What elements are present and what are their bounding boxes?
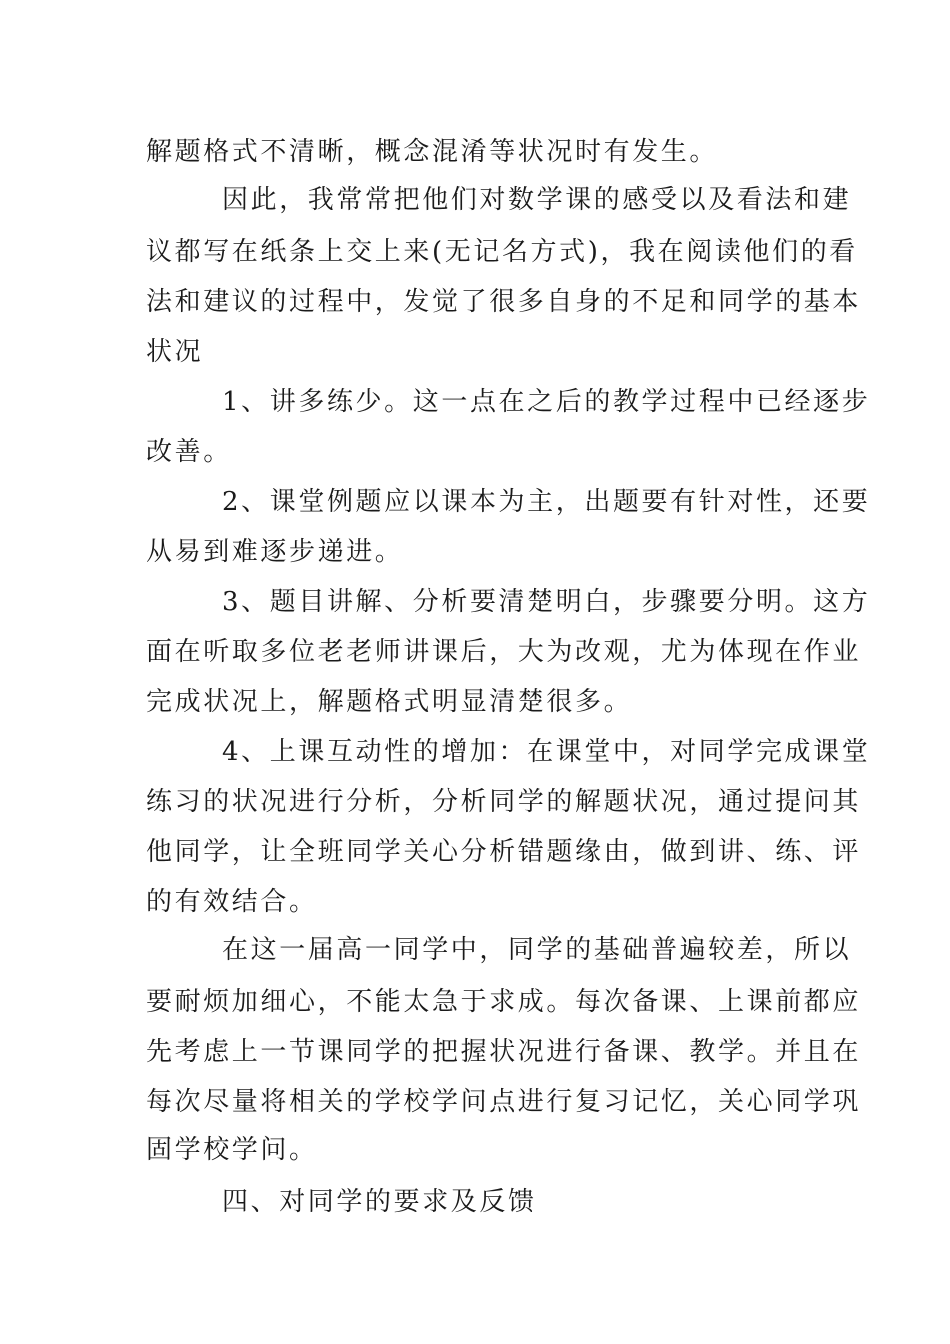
- text-line: 在这一届高一同学中，同学的基础普遍较差，所以: [222, 935, 852, 965]
- text-line: 法和建议的过程中，发觉了很多自身的不足和同学的基本: [146, 287, 862, 317]
- text-line: 从易到难逐步递进。: [146, 537, 404, 567]
- text-line: 要耐烦加细心，不能太急于求成。每次备课、上课前都应: [146, 987, 862, 1017]
- text-line: 固学校学问。: [146, 1135, 318, 1165]
- text-line: 每次尽量将相关的学校学问点进行复习记忆，关心同学巩: [146, 1087, 862, 1117]
- text-line: 改善。: [146, 437, 232, 467]
- text-line: 解题格式不清晰，概念混淆等状况时有发生。: [146, 137, 719, 167]
- text-line: 完成状况上，解题格式明显清楚很多。: [146, 687, 633, 717]
- text-line: 练习的状况进行分析，分析同学的解题状况，通过提问其: [146, 787, 862, 817]
- text-line: 他同学，让全班同学关心分析错题缘由，做到讲、练、评: [146, 837, 862, 867]
- text-line: 2、课堂例题应以课本为主，出题要有针对性，还要: [222, 487, 871, 517]
- text-line: 1、讲多练少。这一点在之后的教学过程中已经逐步: [222, 387, 871, 417]
- text-line: 先考虑上一节课同学的把握状况进行备课、教学。并且在: [146, 1037, 862, 1067]
- text-line: 的有效结合。: [146, 887, 318, 917]
- section-heading: 四、对同学的要求及反馈: [222, 1187, 537, 1217]
- text-line: 3、题目讲解、分析要清楚明白，步骤要分明。这方: [222, 587, 871, 617]
- text-line: 议都写在纸条上交上来(无记名方式)，我在阅读他们的看: [146, 237, 858, 267]
- text-line: 4、上课互动性的增加：在课堂中，对同学完成课堂: [222, 737, 871, 767]
- text-line: 面在听取多位老老师讲课后，大为改观，尤为体现在作业: [146, 637, 862, 667]
- text-line: 状况: [146, 337, 204, 367]
- text-line: 因此，我常常把他们对数学课的感受以及看法和建: [222, 185, 852, 215]
